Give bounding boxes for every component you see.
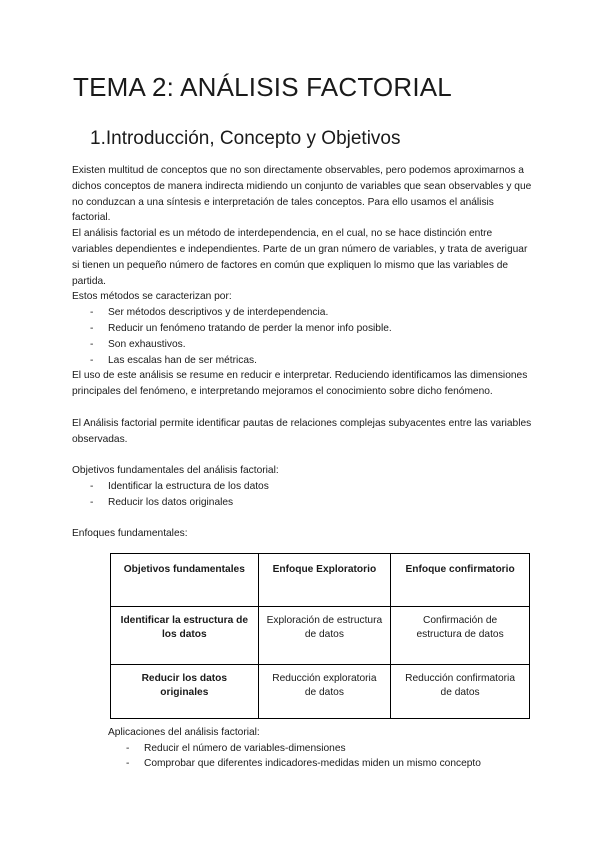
table-cell: Exploración de estructura de datos	[258, 607, 391, 665]
methods-list	[72, 305, 534, 368]
list-item: - Identificar la estructura de los datos	[72, 479, 534, 495]
usage-paragraph: El uso de este análisis se resume en reducir e interpretar. Reduciendo identificamos las dimensiones principales del fenómeno, e interpretando mejoramos el conocimiento sobre dicho fenómeno.	[72, 370, 528, 398]
table-row	[111, 665, 530, 719]
definition-paragraph: El análisis factorial es un método de interdependencia, en el cual, no se hace distinción entre variables dependientes e independientes. Parte de un gran número de variables, y trata de averiguar si tienen un pequeño número de factores en común que expliquen lo mismo que las variables de partida.	[72, 228, 528, 287]
list-item: - Son exhaustivos.	[72, 337, 534, 353]
table-header-row	[111, 554, 530, 607]
list-item: - Comprobar que diferentes indicadores-medidas miden un mismo concepto	[108, 756, 538, 772]
applications-list	[108, 741, 538, 772]
header-cell: Enfoque Exploratorio	[258, 554, 391, 607]
body-text	[72, 163, 534, 542]
list-item: - Las escalas han de ser métricas.	[72, 353, 534, 369]
applications-section	[108, 725, 538, 772]
section-heading: 1.Introducción, Concepto y Objetivos	[90, 128, 401, 149]
list-item: - Ser métodos descriptivos y de interdependencia.	[72, 305, 534, 321]
table-cell: Reducción exploratoria de datos	[258, 665, 391, 719]
list-item: - Reducir los datos originales	[72, 495, 534, 511]
methods-intro: Estos métodos se caracterizan por:	[72, 291, 232, 303]
list-item: - Reducir un fenómeno tratando de perder la menor info posible.	[72, 321, 534, 337]
table-cell: Confirmación de estructura de datos	[391, 607, 530, 665]
objectives-list	[72, 479, 534, 511]
patterns-paragraph: El Análisis factorial permite identificar pautas de relaciones complejas subyacentes entre las variables observadas.	[72, 417, 532, 445]
objectives-intro: Objetivos fundamentales del análisis factorial:	[72, 465, 279, 477]
row-label-cell: Reducir los datos originales	[111, 665, 259, 719]
row-label-cell: Identificar la estructura de los datos	[111, 607, 259, 665]
table-cell: Reducción confirmatoria de datos	[391, 665, 530, 719]
approaches-intro: Enfoques fundamentales:	[72, 528, 188, 540]
document-title: TEMA 2: ANÁLISIS FACTORIAL	[73, 72, 452, 102]
table-row	[111, 607, 530, 665]
applications-intro: Aplicaciones del análisis factorial:	[108, 727, 260, 738]
approaches-table	[110, 553, 530, 719]
list-item: - Reducir el número de variables-dimensiones	[108, 741, 538, 757]
header-cell: Objetivos fundamentales	[111, 554, 259, 607]
intro-paragraph: Existen multitud de conceptos que no son directamente observables, pero podemos aproximarnos a dichos conceptos de manera indirecta midiendo un conjunto de variables que sean observables y que no conduzcan a una síntesis e interpretación de tales conceptos. Para ello usamos el análisis factorial.	[72, 165, 532, 224]
header-cell: Enfoque confirmatorio	[391, 554, 530, 607]
